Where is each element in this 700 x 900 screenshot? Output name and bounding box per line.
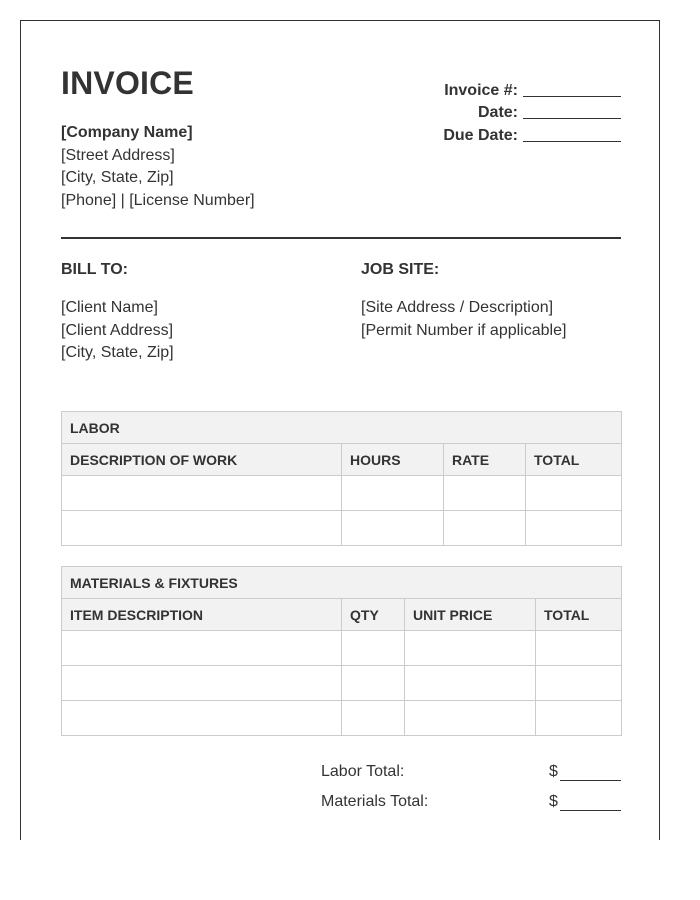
labor-total-row — [321, 763, 621, 793]
materials-table — [61, 566, 622, 736]
materials-total-field[interactable] — [560, 810, 621, 811]
labor-caption-row — [62, 412, 622, 444]
materials-cell-item[interactable] — [62, 631, 342, 666]
materials-col-item: ITEM DESCRIPTION — [62, 599, 342, 631]
invoice-number-label: Invoice #: — [444, 81, 518, 99]
permit-number: [Permit Number if applicable] — [361, 321, 567, 339]
table-row — [62, 511, 622, 546]
materials-cell-item[interactable] — [62, 701, 342, 736]
client-name: [Client Name] — [61, 299, 158, 316]
labor-total-label: Labor Total: — [321, 763, 405, 780]
invoice-meta — [321, 77, 621, 145]
materials-cell-total[interactable] — [536, 701, 622, 736]
materials-header-row — [62, 599, 622, 631]
materials-cell-item[interactable] — [62, 666, 342, 701]
labor-cell-total[interactable] — [526, 511, 622, 546]
labor-total-field[interactable] — [560, 780, 621, 781]
materials-cell-unit-price[interactable] — [405, 701, 536, 736]
materials-total-label: Materials Total: — [321, 793, 429, 810]
invoice-page — [20, 20, 660, 840]
materials-cell-qty[interactable] — [342, 666, 405, 701]
materials-total-currency: $ — [549, 793, 558, 810]
company-city: [City, State, Zip] — [61, 169, 174, 186]
materials-col-qty: QTY — [342, 599, 405, 631]
labor-total-currency: $ — [549, 763, 558, 780]
labor-cell-hours[interactable] — [342, 476, 444, 511]
labor-cell-rate[interactable] — [444, 511, 526, 546]
labor-cell-hours[interactable] — [342, 511, 444, 546]
date-label: Date: — [477, 104, 518, 121]
labor-cell-rate[interactable] — [444, 476, 526, 511]
invoice-number-field[interactable] — [523, 79, 621, 97]
due-date-field[interactable] — [523, 124, 621, 142]
table-row — [62, 476, 622, 511]
client-city: [City, State, Zip] — [61, 344, 174, 361]
table-row — [62, 666, 622, 701]
materials-cell-qty[interactable] — [342, 631, 405, 666]
materials-caption: MATERIALS & FIXTURES — [62, 567, 622, 599]
job-site-heading: JOB SITE: — [361, 261, 440, 278]
header-divider — [61, 237, 621, 239]
materials-cell-qty[interactable] — [342, 701, 405, 736]
date-field[interactable] — [523, 101, 621, 119]
company-name: [Company Name] — [61, 124, 193, 141]
company-street: [Street Address] — [61, 146, 175, 164]
materials-cell-total[interactable] — [536, 631, 622, 666]
table-row — [62, 631, 622, 666]
labor-col-total: TOTAL — [526, 444, 622, 476]
due-date-label: Due Date: — [443, 126, 518, 144]
bill-to-block — [61, 297, 174, 365]
date-row — [321, 100, 621, 123]
table-row — [62, 701, 622, 736]
bill-to-heading: BILL TO: — [61, 261, 128, 278]
materials-col-unit-price: UNIT PRICE — [405, 599, 536, 631]
labor-cell-total[interactable] — [526, 476, 622, 511]
totals-block — [321, 763, 621, 823]
labor-col-description: DESCRIPTION OF WORK — [62, 444, 342, 476]
materials-cell-total[interactable] — [536, 666, 622, 701]
company-block — [61, 122, 255, 212]
invoice-number-row — [321, 77, 621, 100]
labor-col-rate: RATE — [444, 444, 526, 476]
materials-col-total: TOTAL — [536, 599, 622, 631]
invoice-title: INVOICE — [61, 65, 194, 101]
materials-total-row — [321, 793, 621, 823]
materials-cell-unit-price[interactable] — [405, 631, 536, 666]
labor-cell-description[interactable] — [62, 476, 342, 511]
labor-caption: LABOR — [62, 412, 622, 444]
due-date-row — [321, 122, 621, 145]
client-address: [Client Address] — [61, 321, 174, 339]
labor-table — [61, 411, 622, 546]
materials-cell-unit-price[interactable] — [405, 666, 536, 701]
site-address: [Site Address / Description] — [361, 299, 554, 316]
materials-caption-row — [62, 567, 622, 599]
labor-col-hours: HOURS — [342, 444, 444, 476]
labor-header-row — [62, 444, 622, 476]
job-site-block — [361, 297, 566, 342]
labor-cell-description[interactable] — [62, 511, 342, 546]
company-contact: [Phone] | [License Number] — [61, 191, 255, 209]
